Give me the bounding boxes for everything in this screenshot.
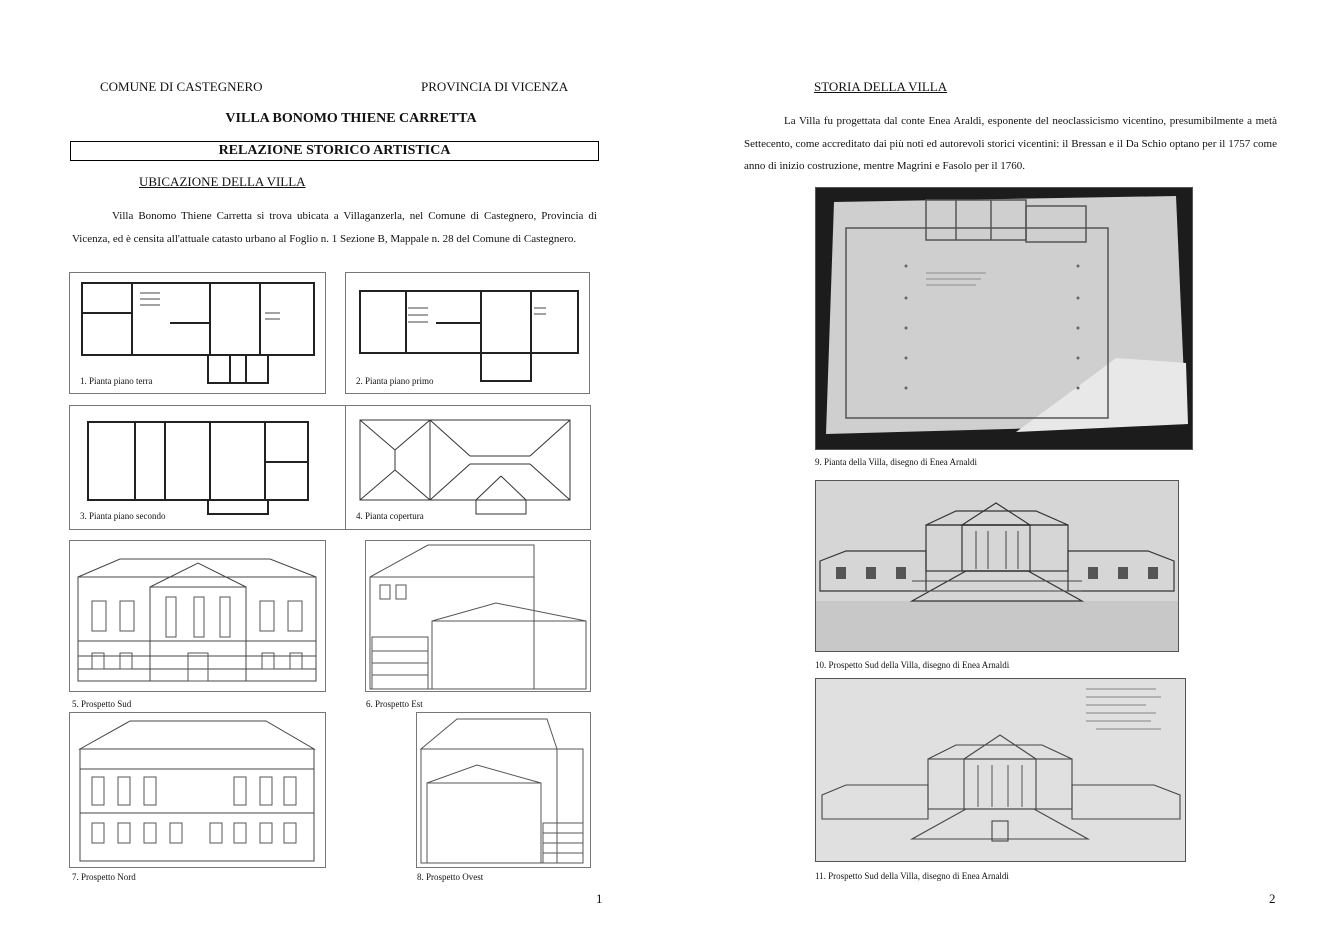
caption-fig6: 6. Prospetto Est: [366, 699, 423, 709]
figure-pianta-copertura: [345, 405, 591, 530]
elevation-drawing: [70, 713, 325, 867]
photo-pianta-villa: [815, 187, 1193, 450]
header-provincia: PROVINCIA DI VICENZA: [421, 79, 569, 94]
caption-fig2: 2. Pianta piano primo: [356, 376, 434, 386]
figure-pianta-piano-primo: [345, 272, 590, 394]
elevation-drawing: [366, 541, 590, 691]
caption-fig10: 10. Prospetto Sud della Villa, disegno di Enea Arnaldi: [815, 660, 1010, 670]
figure-prospetto-nord: [69, 712, 326, 882]
photo-prospetto-sud-araldi: [815, 480, 1179, 652]
figure-prospetto-ovest: [416, 712, 591, 882]
header-comune: COMUNE DI CASTEGNERO: [100, 79, 263, 94]
storia-paragraph: La Villa fu progettata dal conte Enea Araldi, esponente del neoclassicismo vicentino, presumibilmente a metà Settecento, come accreditato dai più noti ed autorevoli storici vicentini: il Bressan e il Da Schio optano per il 1757 come anno di inizio costruzione, mentre Magrini e Fasolo per il 1760.: [744, 115, 1277, 172]
caption-fig8: 8. Prospetto Ovest: [417, 872, 484, 882]
page-number-1: 1: [596, 891, 603, 906]
figure-pianta-piano-secondo: [69, 405, 354, 530]
caption-fig1: 1. Pianta piano terra: [80, 376, 153, 386]
caption-fig5: 5. Prospetto Sud: [72, 699, 132, 709]
section-title-ubicazione: UBICAZIONE DELLA VILLA: [139, 174, 306, 189]
photo-prospetto-sud-araldi-2: [815, 678, 1186, 862]
caption-fig9: 9. Pianta della Villa, disegno di Enea Arnaldi: [815, 457, 978, 467]
section-title-storia: STORIA DELLA VILLA: [814, 79, 948, 94]
villa-title: VILLA BONOMO THIENE CARRETTA: [225, 111, 477, 126]
elevation-drawing: [70, 541, 325, 691]
floor-plan-drawing: [346, 273, 589, 393]
caption-fig11: 11. Prospetto Sud della Villa, disegno di Enea Arnaldi: [815, 871, 1009, 881]
page-number-2: 2: [1269, 891, 1276, 906]
floor-plan-drawing: [70, 273, 325, 393]
elevation-drawing: [417, 713, 590, 867]
boxed-title: RELAZIONE STORICO ARTISTICA: [70, 141, 599, 161]
historic-plan-photo: [816, 188, 1192, 449]
caption-fig4: 4. Pianta copertura: [356, 511, 424, 521]
caption-fig3: 3. Pianta piano secondo: [80, 511, 166, 521]
ubicazione-paragraph: Villa Bonomo Thiene Carretta si trova ubicata a Villaganzerla, nel Comune di Castegnero, Provincia di Vicenza, ed è censita all'attuale catasto urbano al Foglio n. 1 Sezione B, Mappale n. 28 del Comune di Castegnero.: [72, 210, 597, 245]
figure-prospetto-sud: [69, 540, 326, 709]
historic-elevation-photo: [816, 679, 1185, 861]
figure-prospetto-est: [365, 540, 591, 709]
figure-pianta-piano-terra: [69, 272, 326, 394]
caption-fig7: 7. Prospetto Nord: [72, 872, 136, 882]
historic-elevation-photo: [816, 481, 1178, 651]
